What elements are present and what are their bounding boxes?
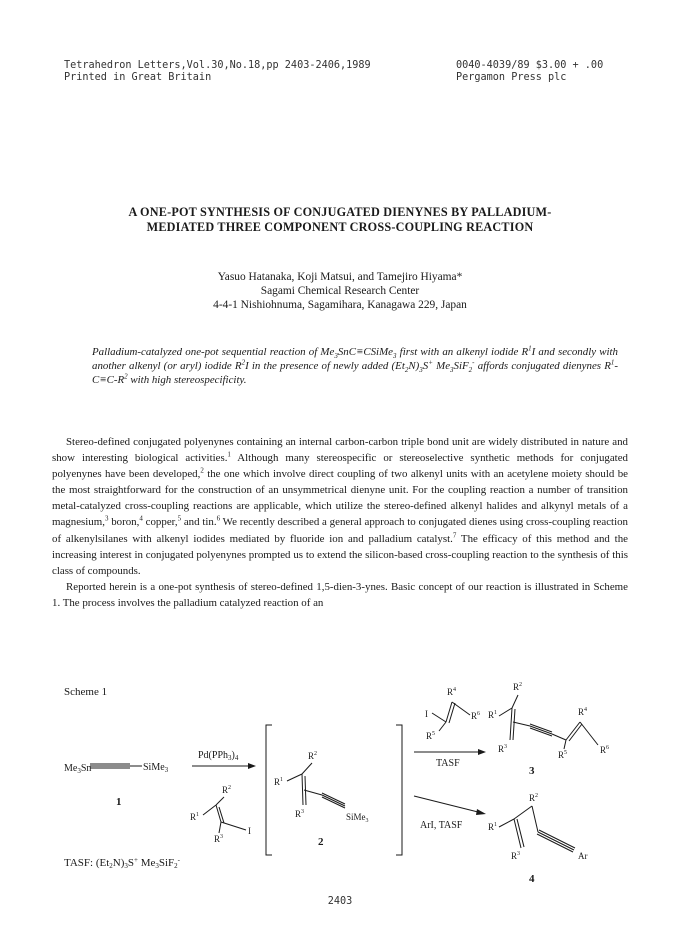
- author-institution: Sagami Chemical Research Center: [260, 285, 420, 297]
- svg-text:R2: $R^2$: [308, 751, 318, 761]
- body-text: Although many stereospecific or stereoselective synthetic methods for conjugated polyenynes have been developed,: [52, 452, 628, 481]
- body-text: Stereo-defined conjugated polyenynes containing an internal carbon-carbon triple bond unit are widely distributed in nature and show interesting biological activities.: [52, 436, 628, 465]
- svg-text:I: I: [425, 709, 428, 719]
- svg-text:Me3Sn: $Me_3Sn$: [64, 763, 92, 775]
- scheme-label: Scheme 1: [64, 686, 108, 698]
- page-number: 2403: [327, 896, 353, 907]
- svg-text:R3: $R^3$: [214, 834, 224, 844]
- journal-header-left: [64, 60, 434, 84]
- printed-in: Printed in Great Britain: [64, 72, 212, 83]
- svg-text:R6: $R^6$: [471, 711, 481, 721]
- abstract-text: Me: [432, 360, 451, 373]
- abstract-text: with high stereospecificity.: [127, 374, 247, 387]
- reagent-pd-catalyst: $Pd(PPh_3)_4$: [198, 750, 239, 762]
- svg-text:R3: $R^3$: [295, 809, 305, 819]
- svg-text:R5: $R^5$: [558, 750, 568, 760]
- body-text: and tin.: [181, 516, 217, 529]
- svg-text:R4: $R^4$: [578, 707, 588, 717]
- second-alkenyl-iodide: [425, 687, 480, 741]
- title-line-2: MEDIATED THREE COMPONENT CROSS-COUPLING REACTION: [146, 220, 534, 234]
- article-body: [52, 434, 628, 611]
- svg-text:SiMe3: SiMe$_3$: [346, 812, 369, 824]
- price-code: 0040-4039/89 $3.00 + .00: [456, 60, 604, 71]
- journal-header-right: [456, 60, 656, 84]
- scheme-1-diagram: [0, 660, 680, 890]
- ref-marker: 2: [200, 466, 204, 475]
- svg-text:R3: $R^3$: [511, 851, 521, 861]
- product-3: [488, 682, 609, 777]
- abstract: Palladium-catalyzed one-pot sequential reaction of $Me_3SnC\equiv CSiMe_3$ first with an alkenyl iodide $R^1I$ and secondly with another alkenyl (or aryl) iodide $R^2I$ in the presence of newly added $(Et_2N)_3S^+$ $Me_3SiF_2^-$ affords conjugated dienynes $R^1-C\equiv C-R^2$ with high stereospecificity.: [92, 344, 618, 387]
- scheme-1: [0, 660, 680, 890]
- body-text: boron,: [108, 516, 140, 529]
- svg-text:R4: $R^4$: [447, 687, 457, 697]
- compound-number-1: 1: [116, 796, 122, 808]
- publisher: Pergamon Press plc: [456, 72, 567, 83]
- abstract-text: Palladium-catalyzed one-pot sequential reaction of Me: [92, 346, 335, 358]
- svg-text:R2: $R^2$: [222, 785, 232, 795]
- alkenyl-iodide-reagent: [190, 785, 251, 844]
- abstract-text: I and secondly with another alkenyl (or aryl) iodide R: [92, 346, 618, 373]
- abstract-text: S: [422, 360, 429, 373]
- svg-text:TASF: TASF: [436, 758, 460, 769]
- journal-citation: Tetrahedron Letters,Vol.30,No.18,pp 2403-2406,1989: [64, 60, 371, 71]
- abstract-text: first with an alkenyl iodide R: [396, 346, 529, 358]
- body-text: the one which involve direct coupling of two alkenyl units with an acetylene moiety should be the most straightforward for the construction of an unsymmetrical dienyne unit. For the coupling reaction a number of transition metal-catalyzed cross-coupling reactions are applicable, which utilize the stereo-defined alkenyl halides and alkynyl metals of a magnesium,: [52, 468, 628, 529]
- svg-text:R2: $R^2$: [529, 793, 539, 803]
- ref-marker: 1: [227, 450, 231, 459]
- svg-text:SiMe3: SiMe$_3$: [143, 762, 169, 774]
- svg-text:I: I: [248, 826, 251, 836]
- svg-text:R1: $R^1$: [190, 812, 200, 822]
- body-paragraph-2: Reported herein is a one-pot synthesis of stereo-defined 1,5-dien-3-ynes. Basic concept of our reaction is illustrated in Scheme 1. The process involves the palladium catalyzed reaction of an: [52, 580, 628, 609]
- svg-text:Ar: Ar: [578, 851, 588, 861]
- compound-number-2: 2: [318, 836, 324, 848]
- abstract-text: SiF: [453, 360, 469, 373]
- author-address: 4-4-1 Nishiohnuma, Sagamihara, Kanagawa 229, Japan: [213, 299, 467, 311]
- author-names: Yasuo Hatanaka, Koji Matsui, and Tamejiro Hiyama*: [217, 271, 463, 283]
- body-text: copper,: [142, 516, 178, 529]
- compound-number-4: 4: [529, 873, 535, 885]
- abstract-text: affords conjugated dienynes R: [474, 360, 611, 373]
- tasf-arrow: [414, 749, 486, 769]
- aryl-iodide-arrow: [414, 796, 486, 831]
- svg-text:R1: $R^1$: [274, 777, 284, 787]
- svg-text:TASF: (Et2N)3S+ Me3SiF2-: TASF: (Et2N)3S+ Me3SiF2-: [64, 856, 181, 870]
- body-paragraph-1: [52, 434, 628, 579]
- product-4: [488, 793, 588, 885]
- compound-number-3: 3: [529, 765, 535, 777]
- ref-marker: 5: [177, 514, 182, 523]
- abstract-text: I in the presence of newly added (Et: [245, 360, 405, 373]
- ref-marker: 4: [139, 514, 143, 523]
- svg-text:R1: $R^1$: [488, 710, 498, 720]
- article-title: [40, 205, 640, 235]
- abstract-text: -C≡C-R: [92, 360, 618, 387]
- ref-marker: 6: [216, 514, 221, 523]
- compound-1: [64, 762, 169, 808]
- intermediate-2: [266, 725, 402, 855]
- svg-text:R6: $R^6$: [600, 745, 610, 755]
- body-text: We recently described a general approach to conjugated dienes using cross-coupling reaction of alkenylsilanes with alkenyl iodides mediated by fluoride ion and palladium catalyst.: [52, 516, 628, 545]
- abstract-text: SnC≡CSiMe: [337, 346, 393, 358]
- abstract-text: N): [408, 360, 420, 373]
- ref-marker: 7: [452, 530, 457, 539]
- svg-text:R1: $R^1$: [488, 822, 498, 832]
- title-line-1: A ONE-POT SYNTHESIS OF CONJUGATED DIENYNES BY PALLADIUM-: [128, 205, 552, 219]
- tasf-definition: [64, 856, 181, 870]
- svg-text:R2: $R^2$: [513, 682, 523, 692]
- author-block: [40, 270, 640, 312]
- ref-marker: 3: [104, 514, 109, 523]
- svg-text:ArI, TASF: ArI, TASF: [420, 820, 463, 831]
- body-text: The efficacy of this method and the increasing interest in conjugated polyenynes prompted us to extend the silicon-based cross-coupling reaction to the synthesis of this class of compounds.: [52, 532, 628, 577]
- pd-arrow: [192, 750, 256, 769]
- svg-text:R3: $R^3$: [498, 744, 508, 754]
- svg-text:R5: $R^5$: [426, 731, 436, 741]
